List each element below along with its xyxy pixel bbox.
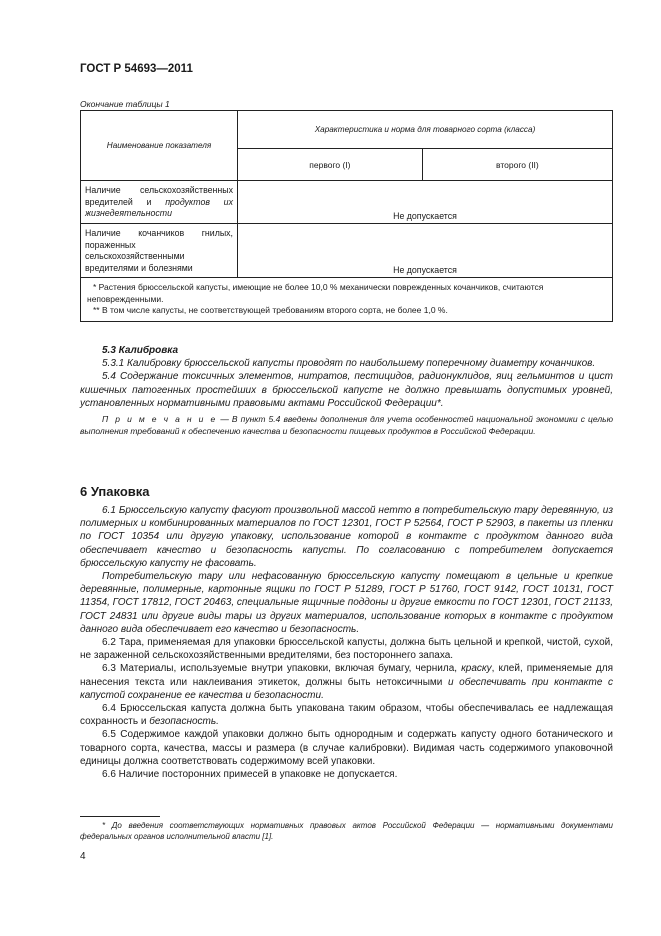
col-header-group: Характеристика и норма для товарного сорта (класса) (238, 111, 613, 149)
paragraph-5-4: 5.4 Содержание токсичных элементов, нитратов, пестицидов, радионуклидов, яиц гельминтов и цист кишечных патогенных простейших в брюссельской капусте не должно превышать допустимых уровней, установленных нормативными правовыми актами Российской Федерации*. (80, 371, 613, 409)
paragraph-6-1: 6.1 Брюссельскую капусту фасуют произвольной массой нетто в потребительскую тару деревянную, из полимерных и комбинированных материалов по ГОСТ 12301, ГОСТ Р 52564, ГОСТ Р 52903, в пакеты из пленки по ГОСТ 10354 или другую упаковку, использование которой в контакте с продуктом данного вида обеспечивает качество и безопасность капусты. По согласованию с потребителем допускается брюссельскую капусту не фасовать. (80, 505, 613, 569)
paragraph-6-1-b: Потребительскую тару или нефасованную брюссельскую капусту помещают в цельные и крепкие деревянные, полимерные, картонные ящики по ГОСТ Р 51289, ГОСТ Р 51760, ГОСТ 9142, ГОСТ 10131, ГОСТ 11354, ГОСТ 17812, ГОСТ 20463, специальные ящичные поддоны и другие емкости по ГОСТ 12301, ГОСТ 21133, ГОСТ 24831 или другие виды тары из других материалов, использование которых в контакте с продуктом данного вида обеспечивает его качество и безопасность. (80, 571, 613, 635)
paragraph-6-3: 6.3 Материалы, используемые внутри упаковки, включая бумагу, чернила, краску, клей, применяемые для нанесения текста или наклеивания этикеток, должны быть нетоксичными и обеспечивать при контакте с капустой сохранение ее качества и безопасности. (80, 663, 614, 701)
table-row (81, 224, 613, 278)
footnote: * До введения соответствующих нормативных правовых актов Российской Федерации — нормативными документами федеральных органов исполнительной власти [1]. (80, 821, 613, 841)
note-5-4: П р и м е ч а н и е — В пункт 5.4 введены дополнения для учета особенностей национальной экономики с целью выполнения требований к обеспечению качества и безопасности пищевых продуктов в Российской Федерации. (80, 414, 613, 436)
col-header-first: первого (I) (238, 149, 423, 181)
table-caption: Окончание таблицы 1 (80, 99, 170, 109)
section-heading-6: 6 Упаковка (80, 484, 150, 499)
paragraph-6-4: 6.4 Брюссельская капуста должна быть упакована таким образом, чтобы обеспечивалась ее надлежащая сохранность и безопасность. (80, 703, 613, 728)
paragraph-6-2: 6.2 Тара, применяемая для упаковки брюссельской капусты, должна быть цельной и крепкой, чистой, сухой, не зараженной сельскохозяйственными вредителями, без постороннего запаха. (80, 637, 613, 662)
paragraph-6-6: 6.6 Наличие посторонних примесей в упаковке не допускается. (102, 769, 398, 781)
paragraph-6-5: 6.5 Содержимое каждой упаковки должно быть однородным и содержать капусту одного ботанического и товарного сорта, качества, массы и размера (в случае калибровки). Видимая часть содержимого упаковочной единицы должна соответствовать содержимому всей упаковки. (80, 729, 613, 767)
page-number: 4 (80, 851, 86, 862)
table-note: * Растения брюссельской капусты, имеющие не более 10,0 % механически поврежденных кочанчиков, считаются неповрежденными. (87, 282, 544, 304)
section-6 (80, 504, 613, 781)
row-value: Не допускается (238, 181, 613, 224)
section-heading-5-3: 5.3 Калибровка (102, 345, 179, 356)
paragraph-5-3-1: 5.3.1 Калибровку брюссельской капусты проводят по наибольшему поперечному диаметру кочанчиков. (102, 358, 596, 370)
col-header-indicator: Наименование показателя (81, 111, 238, 181)
document-header: ГОСТ Р 54693—2011 (80, 63, 193, 75)
col-header-second: второго (II) (422, 149, 612, 181)
table-note: ** В том числе капусты, не соответствующей требованиям второго сорта, не более 1,0 %. (93, 305, 448, 315)
row-value: Не допускается (238, 224, 613, 278)
row-label: Наличие сельскохозяйственных вредителей и продуктов их жизнедеятельности (81, 181, 238, 224)
requirements-table (80, 110, 613, 322)
table-notes (81, 278, 613, 322)
section-5-3 (80, 344, 613, 437)
table-row (81, 181, 613, 224)
row-label: Наличие кочанчиков гнилых, пораженных сельскохозяйственными вредителями и болезнями (81, 224, 238, 278)
footnote-divider (80, 816, 160, 817)
